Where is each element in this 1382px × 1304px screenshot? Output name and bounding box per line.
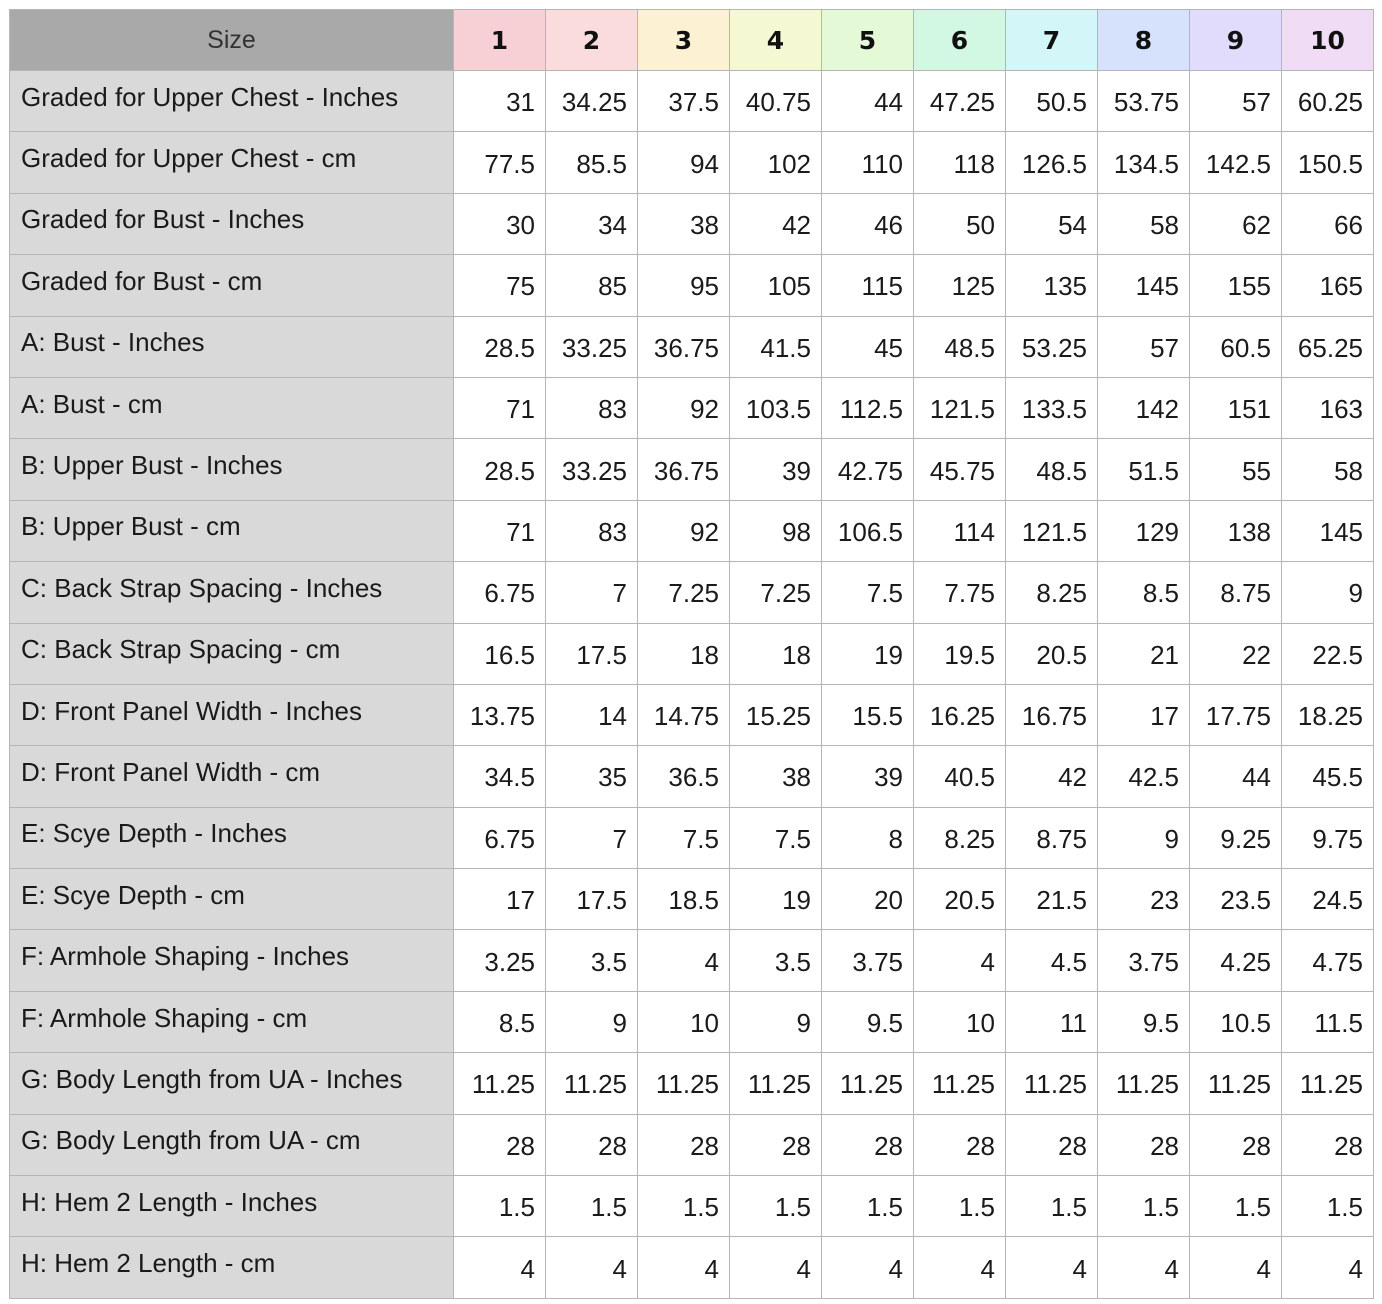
table-cell: 151 <box>1190 377 1282 438</box>
table-cell: 36.75 <box>638 439 730 500</box>
table-cell: 4 <box>914 930 1006 991</box>
table-row <box>10 132 1374 193</box>
table-cell: 28 <box>454 1114 546 1175</box>
table-cell: 15.25 <box>730 684 822 745</box>
table-cell: 28 <box>914 1114 1006 1175</box>
table-cell: 8.25 <box>1006 562 1098 623</box>
table-row <box>10 193 1374 254</box>
table-cell: 106.5 <box>822 500 914 561</box>
row-label: F: Armhole Shaping - Inches <box>10 930 454 991</box>
table-cell: 20.5 <box>1006 623 1098 684</box>
table-cell: 4 <box>730 1237 822 1298</box>
table-cell: 92 <box>638 500 730 561</box>
row-label: H: Hem 2 Length - cm <box>10 1237 454 1298</box>
table-cell: 62 <box>1190 193 1282 254</box>
size-header-4: 4 <box>730 10 822 71</box>
table-cell: 41.5 <box>730 316 822 377</box>
table-cell: 4.25 <box>1190 930 1282 991</box>
table-cell: 46 <box>822 193 914 254</box>
table-cell: 121.5 <box>914 377 1006 438</box>
table-cell: 20 <box>822 869 914 930</box>
table-cell: 66 <box>1282 193 1374 254</box>
table-cell: 103.5 <box>730 377 822 438</box>
table-cell: 7.5 <box>822 562 914 623</box>
table-cell: 129 <box>1098 500 1190 561</box>
table-cell: 40.75 <box>730 71 822 132</box>
table-cell: 14.75 <box>638 684 730 745</box>
size-header-7: 7 <box>1006 10 1098 71</box>
row-label: C: Back Strap Spacing - cm <box>10 623 454 684</box>
table-cell: 11.25 <box>822 1053 914 1114</box>
table-cell: 8.5 <box>1098 562 1190 623</box>
row-label: Graded for Bust - cm <box>10 255 454 316</box>
table-cell: 18 <box>638 623 730 684</box>
table-cell: 55 <box>1190 439 1282 500</box>
table-cell: 38 <box>730 746 822 807</box>
table-cell: 48.5 <box>1006 439 1098 500</box>
table-cell: 35 <box>546 746 638 807</box>
table-cell: 11.25 <box>914 1053 1006 1114</box>
table-cell: 57 <box>1190 71 1282 132</box>
table-cell: 33.25 <box>546 439 638 500</box>
row-label: Graded for Upper Chest - Inches <box>10 71 454 132</box>
table-cell: 1.5 <box>822 1176 914 1237</box>
table-cell: 11.25 <box>730 1053 822 1114</box>
table-cell: 28 <box>1282 1114 1374 1175</box>
table-cell: 11 <box>1006 991 1098 1052</box>
table-cell: 71 <box>454 377 546 438</box>
table-cell: 125 <box>914 255 1006 316</box>
table-cell: 18 <box>730 623 822 684</box>
table-cell: 134.5 <box>1098 132 1190 193</box>
table-cell: 4 <box>1190 1237 1282 1298</box>
row-label: A: Bust - Inches <box>10 316 454 377</box>
table-cell: 1.5 <box>730 1176 822 1237</box>
table-cell: 28 <box>638 1114 730 1175</box>
table-cell: 126.5 <box>1006 132 1098 193</box>
table-cell: 121.5 <box>1006 500 1098 561</box>
table-cell: 45.5 <box>1282 746 1374 807</box>
size-header-3: 3 <box>638 10 730 71</box>
table-cell: 1.5 <box>1006 1176 1098 1237</box>
table-cell: 42 <box>730 193 822 254</box>
row-label: A: Bust - cm <box>10 377 454 438</box>
table-row <box>10 255 1374 316</box>
table-cell: 24.5 <box>1282 869 1374 930</box>
table-cell: 44 <box>1190 746 1282 807</box>
table-cell: 92 <box>638 377 730 438</box>
table-cell: 75 <box>454 255 546 316</box>
table-cell: 22 <box>1190 623 1282 684</box>
table-cell: 38 <box>638 193 730 254</box>
row-label: G: Body Length from UA - Inches <box>10 1053 454 1114</box>
table-cell: 39 <box>730 439 822 500</box>
row-label: C: Back Strap Spacing - Inches <box>10 562 454 623</box>
table-cell: 4 <box>822 1237 914 1298</box>
table-cell: 6.75 <box>454 807 546 868</box>
table-cell: 1.5 <box>638 1176 730 1237</box>
table-cell: 19 <box>730 869 822 930</box>
table-cell: 15.5 <box>822 684 914 745</box>
size-header-6: 6 <box>914 10 1006 71</box>
table-cell: 17.5 <box>546 623 638 684</box>
size-chart-table <box>9 9 1374 1299</box>
table-cell: 7.75 <box>914 562 1006 623</box>
table-cell: 57 <box>1098 316 1190 377</box>
table-cell: 28 <box>822 1114 914 1175</box>
table-cell: 4 <box>454 1237 546 1298</box>
size-header-10: 10 <box>1282 10 1374 71</box>
table-cell: 28 <box>1190 1114 1282 1175</box>
table-cell: 135 <box>1006 255 1098 316</box>
table-cell: 9 <box>546 991 638 1052</box>
table-cell: 21.5 <box>1006 869 1098 930</box>
table-cell: 53.25 <box>1006 316 1098 377</box>
table-cell: 133.5 <box>1006 377 1098 438</box>
table-row <box>10 684 1374 745</box>
table-cell: 4 <box>546 1237 638 1298</box>
table-cell: 9.5 <box>822 991 914 1052</box>
table-cell: 163 <box>1282 377 1374 438</box>
table-row <box>10 377 1374 438</box>
table-cell: 37.5 <box>638 71 730 132</box>
table-cell: 16.5 <box>454 623 546 684</box>
table-cell: 17.75 <box>1190 684 1282 745</box>
table-cell: 3.5 <box>730 930 822 991</box>
size-header-label: Size <box>10 10 454 71</box>
table-row <box>10 1176 1374 1237</box>
table-cell: 42.75 <box>822 439 914 500</box>
size-header-5: 5 <box>822 10 914 71</box>
table-cell: 150.5 <box>1282 132 1374 193</box>
table-cell: 54 <box>1006 193 1098 254</box>
table-cell: 19 <box>822 623 914 684</box>
table-cell: 9.25 <box>1190 807 1282 868</box>
table-cell: 45.75 <box>914 439 1006 500</box>
size-header-1: 1 <box>454 10 546 71</box>
table-cell: 45 <box>822 316 914 377</box>
table-cell: 10 <box>638 991 730 1052</box>
table-row <box>10 869 1374 930</box>
table-cell: 6.75 <box>454 562 546 623</box>
row-label: D: Front Panel Width - cm <box>10 746 454 807</box>
table-cell: 9 <box>730 991 822 1052</box>
table-cell: 18.25 <box>1282 684 1374 745</box>
row-label: D: Front Panel Width - Inches <box>10 684 454 745</box>
table-cell: 16.25 <box>914 684 1006 745</box>
table-cell: 9.75 <box>1282 807 1374 868</box>
table-cell: 28 <box>546 1114 638 1175</box>
table-cell: 8.75 <box>1190 562 1282 623</box>
table-cell: 53.75 <box>1098 71 1190 132</box>
table-row <box>10 807 1374 868</box>
table-body <box>10 71 1374 1299</box>
size-header-8: 8 <box>1098 10 1190 71</box>
table-cell: 17 <box>454 869 546 930</box>
row-label: G: Body Length from UA - cm <box>10 1114 454 1175</box>
table-cell: 1.5 <box>1282 1176 1374 1237</box>
table-cell: 105 <box>730 255 822 316</box>
table-cell: 110 <box>822 132 914 193</box>
table-cell: 155 <box>1190 255 1282 316</box>
table-cell: 13.75 <box>454 684 546 745</box>
table-row <box>10 623 1374 684</box>
table-cell: 1.5 <box>1190 1176 1282 1237</box>
table-cell: 8 <box>822 807 914 868</box>
table-cell: 33.25 <box>546 316 638 377</box>
table-cell: 145 <box>1282 500 1374 561</box>
table-cell: 71 <box>454 500 546 561</box>
row-label: E: Scye Depth - Inches <box>10 807 454 868</box>
table-row <box>10 439 1374 500</box>
table-cell: 20.5 <box>914 869 1006 930</box>
table-cell: 36.5 <box>638 746 730 807</box>
table-cell: 4 <box>914 1237 1006 1298</box>
table-cell: 10.5 <box>1190 991 1282 1052</box>
table-cell: 50 <box>914 193 1006 254</box>
table-cell: 34.5 <box>454 746 546 807</box>
row-label: F: Armhole Shaping - cm <box>10 991 454 1052</box>
table-cell: 18.5 <box>638 869 730 930</box>
table-cell: 138 <box>1190 500 1282 561</box>
table-cell: 95 <box>638 255 730 316</box>
table-cell: 28.5 <box>454 316 546 377</box>
table-cell: 23.5 <box>1190 869 1282 930</box>
table-cell: 142.5 <box>1190 132 1282 193</box>
table-cell: 51.5 <box>1098 439 1190 500</box>
table-cell: 21 <box>1098 623 1190 684</box>
table-cell: 42.5 <box>1098 746 1190 807</box>
table-cell: 98 <box>730 500 822 561</box>
size-header-9: 9 <box>1190 10 1282 71</box>
table-cell: 4 <box>1006 1237 1098 1298</box>
table-cell: 7.5 <box>638 807 730 868</box>
table-cell: 31 <box>454 71 546 132</box>
table-cell: 11.25 <box>1006 1053 1098 1114</box>
row-label: H: Hem 2 Length - Inches <box>10 1176 454 1237</box>
table-cell: 4 <box>1282 1237 1374 1298</box>
size-header-2: 2 <box>546 10 638 71</box>
table-cell: 3.5 <box>546 930 638 991</box>
table-cell: 102 <box>730 132 822 193</box>
table-cell: 94 <box>638 132 730 193</box>
table-cell: 114 <box>914 500 1006 561</box>
table-cell: 83 <box>546 377 638 438</box>
table-cell: 34 <box>546 193 638 254</box>
table-cell: 1.5 <box>454 1176 546 1237</box>
table-cell: 60.5 <box>1190 316 1282 377</box>
table-cell: 8.25 <box>914 807 1006 868</box>
table-row <box>10 930 1374 991</box>
table-cell: 23 <box>1098 869 1190 930</box>
table-cell: 7.25 <box>638 562 730 623</box>
table-cell: 28 <box>1006 1114 1098 1175</box>
table-cell: 4 <box>638 930 730 991</box>
table-cell: 145 <box>1098 255 1190 316</box>
table-cell: 118 <box>914 132 1006 193</box>
table-cell: 112.5 <box>822 377 914 438</box>
table-cell: 7 <box>546 807 638 868</box>
table-cell: 17 <box>1098 684 1190 745</box>
table-cell: 14 <box>546 684 638 745</box>
table-row <box>10 71 1374 132</box>
table-cell: 4.75 <box>1282 930 1374 991</box>
table-cell: 9.5 <box>1098 991 1190 1052</box>
table-cell: 40.5 <box>914 746 1006 807</box>
table-cell: 11.25 <box>546 1053 638 1114</box>
table-cell: 10 <box>914 991 1006 1052</box>
table-row <box>10 746 1374 807</box>
table-cell: 4.5 <box>1006 930 1098 991</box>
table-cell: 36.75 <box>638 316 730 377</box>
table-cell: 9 <box>1098 807 1190 868</box>
table-cell: 85.5 <box>546 132 638 193</box>
table-cell: 9 <box>1282 562 1374 623</box>
table-cell: 4 <box>638 1237 730 1298</box>
table-cell: 3.25 <box>454 930 546 991</box>
table-row <box>10 1114 1374 1175</box>
table-cell: 8.5 <box>454 991 546 1052</box>
table-cell: 83 <box>546 500 638 561</box>
table-cell: 48.5 <box>914 316 1006 377</box>
row-label: Graded for Bust - Inches <box>10 193 454 254</box>
table-row <box>10 1053 1374 1114</box>
table-cell: 11.25 <box>638 1053 730 1114</box>
table-cell: 11.25 <box>1190 1053 1282 1114</box>
table-cell: 4 <box>1098 1237 1190 1298</box>
table-cell: 65.25 <box>1282 316 1374 377</box>
table-cell: 30 <box>454 193 546 254</box>
table-row <box>10 562 1374 623</box>
table-cell: 28.5 <box>454 439 546 500</box>
table-cell: 11.25 <box>1098 1053 1190 1114</box>
table-cell: 1.5 <box>914 1176 1006 1237</box>
table-cell: 28 <box>730 1114 822 1175</box>
table-cell: 60.25 <box>1282 71 1374 132</box>
table-cell: 34.25 <box>546 71 638 132</box>
table-cell: 7.25 <box>730 562 822 623</box>
table-cell: 19.5 <box>914 623 1006 684</box>
table-cell: 85 <box>546 255 638 316</box>
table-cell: 58 <box>1098 193 1190 254</box>
table-cell: 42 <box>1006 746 1098 807</box>
row-label: B: Upper Bust - cm <box>10 500 454 561</box>
row-label: B: Upper Bust - Inches <box>10 439 454 500</box>
table-cell: 44 <box>822 71 914 132</box>
table-cell: 16.75 <box>1006 684 1098 745</box>
table-cell: 1.5 <box>1098 1176 1190 1237</box>
table-cell: 115 <box>822 255 914 316</box>
table-cell: 11.25 <box>454 1053 546 1114</box>
table-cell: 77.5 <box>454 132 546 193</box>
table-cell: 165 <box>1282 255 1374 316</box>
table-cell: 1.5 <box>546 1176 638 1237</box>
table-cell: 8.75 <box>1006 807 1098 868</box>
table-cell: 3.75 <box>1098 930 1190 991</box>
table-cell: 17.5 <box>546 869 638 930</box>
table-cell: 11.5 <box>1282 991 1374 1052</box>
table-cell: 50.5 <box>1006 71 1098 132</box>
table-cell: 11.25 <box>1282 1053 1374 1114</box>
header-row <box>10 10 1374 71</box>
table-cell: 28 <box>1098 1114 1190 1175</box>
row-label: Graded for Upper Chest - cm <box>10 132 454 193</box>
table-cell: 47.25 <box>914 71 1006 132</box>
table-cell: 7 <box>546 562 638 623</box>
table-cell: 7.5 <box>730 807 822 868</box>
table-cell: 39 <box>822 746 914 807</box>
table-cell: 58 <box>1282 439 1374 500</box>
table-cell: 142 <box>1098 377 1190 438</box>
table-row <box>10 991 1374 1052</box>
table-row <box>10 316 1374 377</box>
table-cell: 3.75 <box>822 930 914 991</box>
table-cell: 22.5 <box>1282 623 1374 684</box>
table-row <box>10 500 1374 561</box>
table-row <box>10 1237 1374 1298</box>
row-label: E: Scye Depth - cm <box>10 869 454 930</box>
